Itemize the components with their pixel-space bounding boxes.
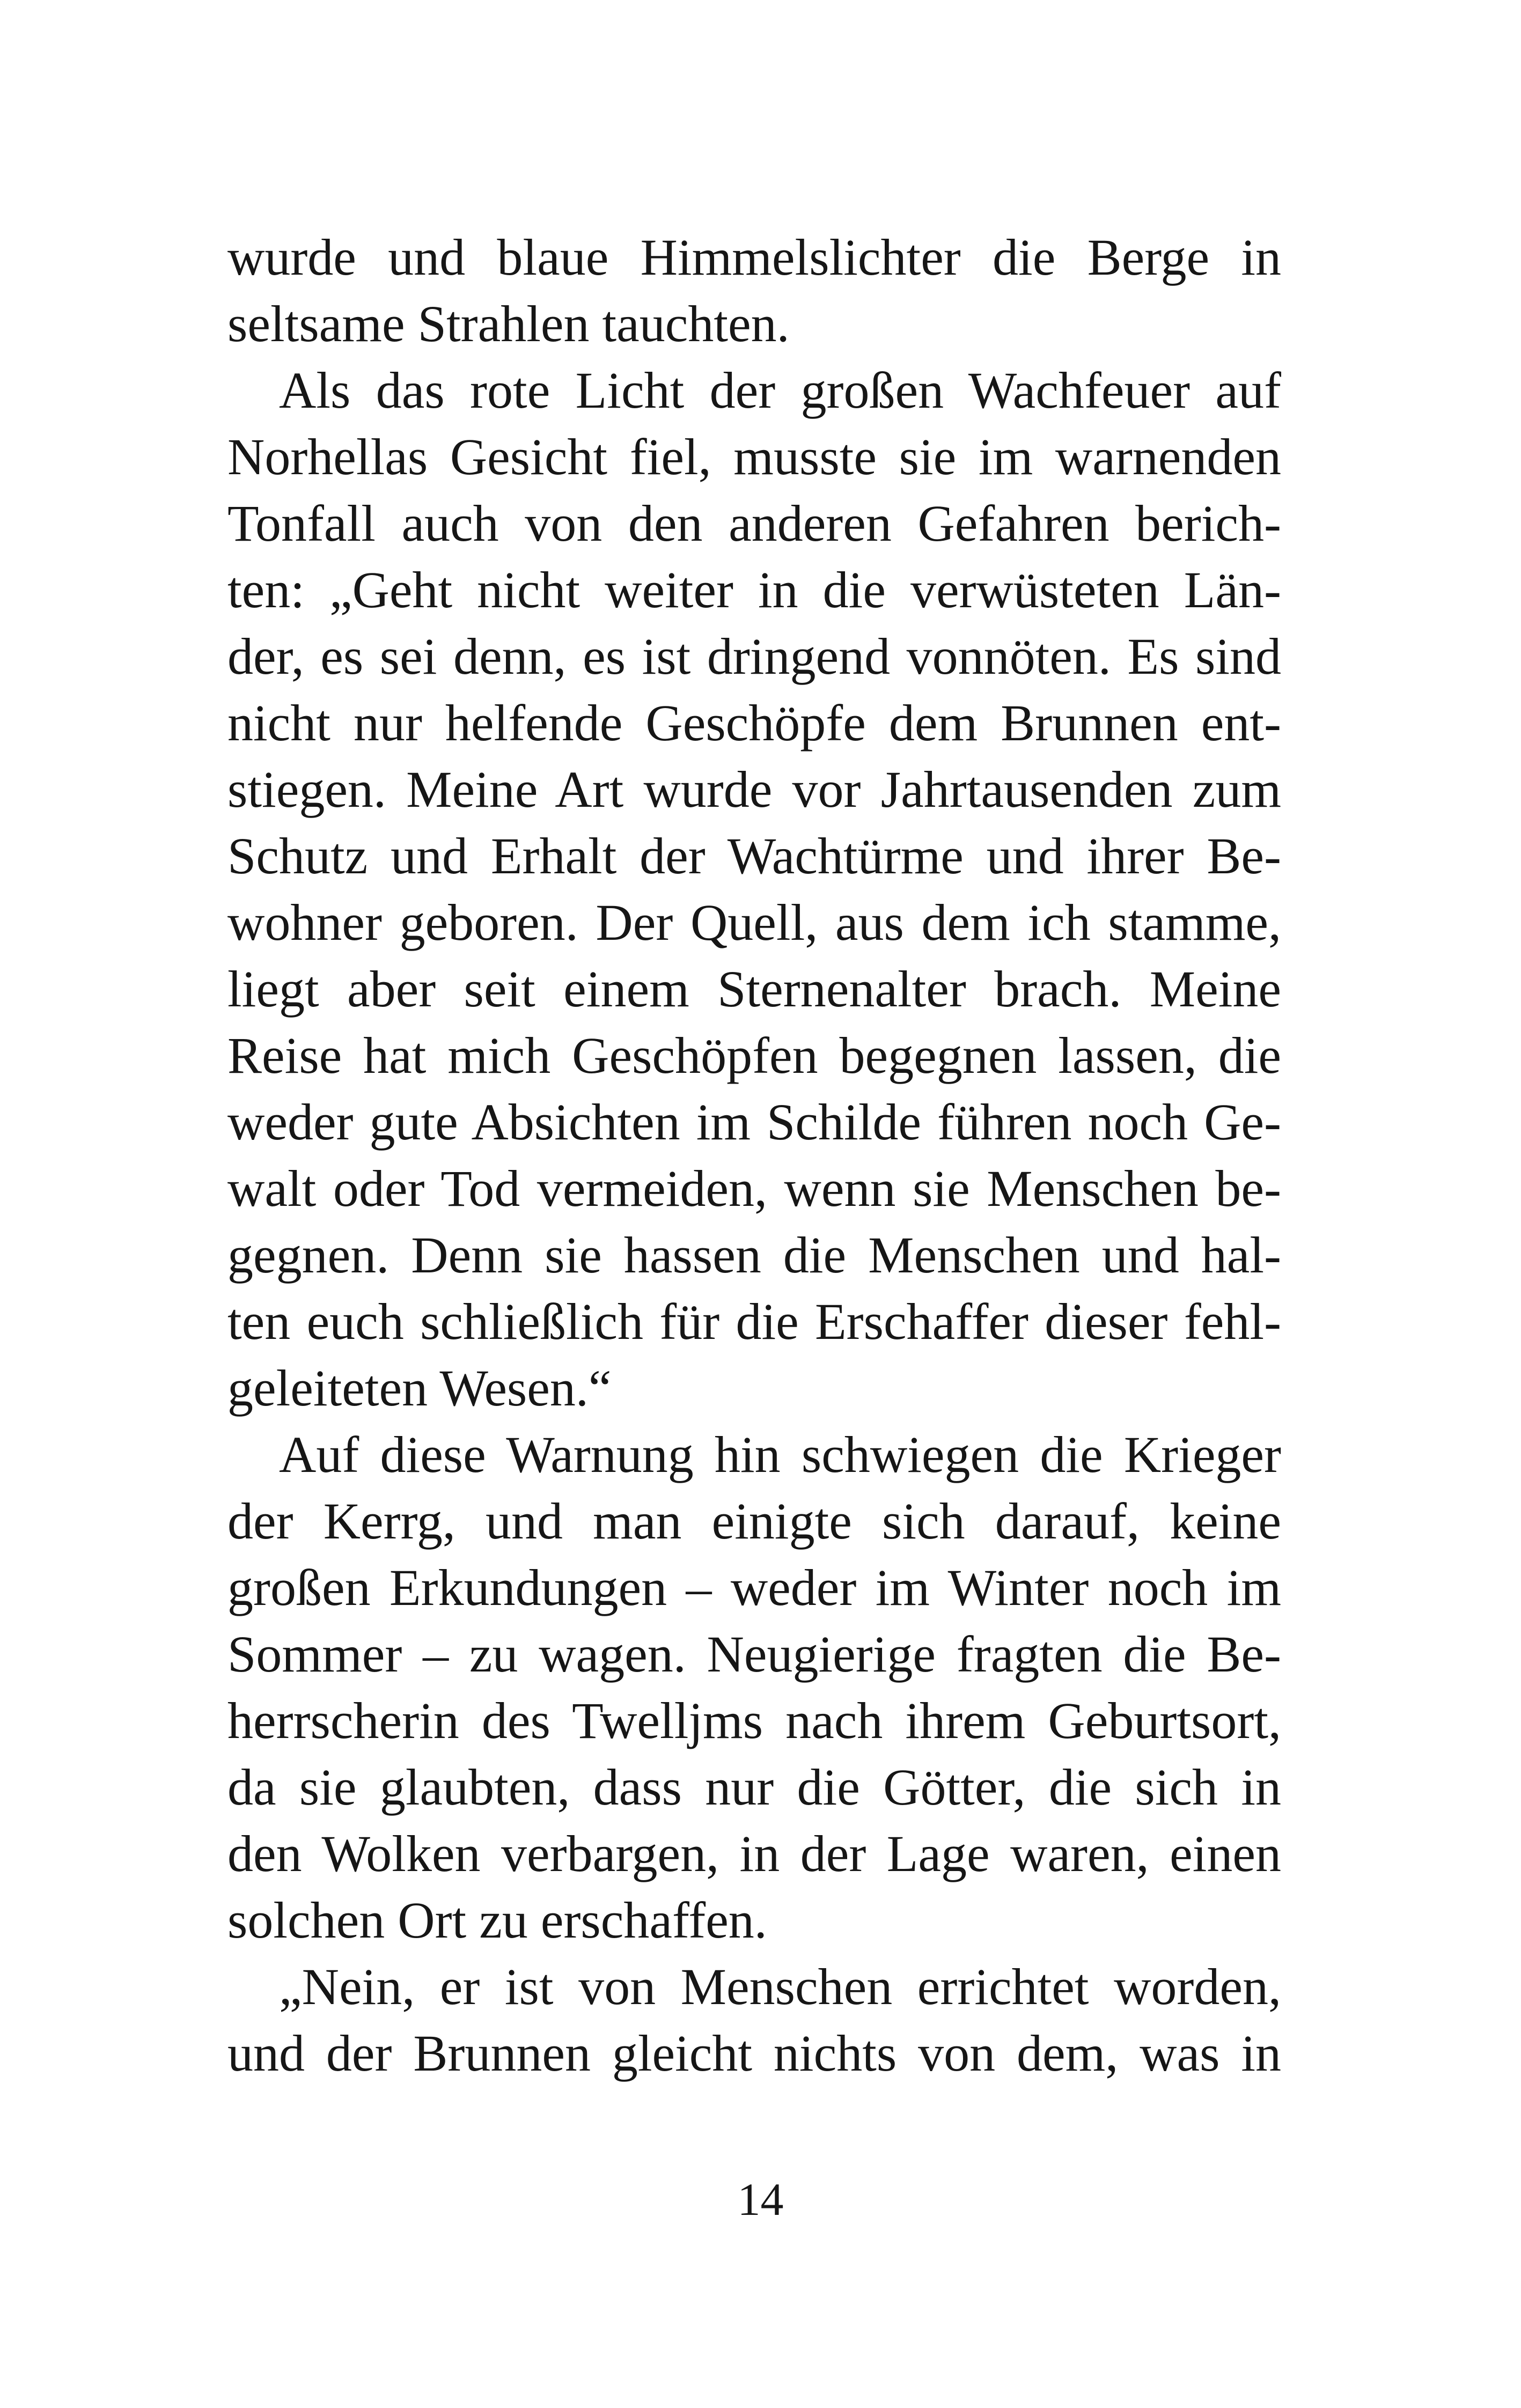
text-line: „Nein, er ist von Menschen errichtet worden, — [279, 1958, 1281, 2015]
text-line: der, es sei denn, es ist dringend vonnöten. Es sind — [227, 628, 1281, 685]
paragraph — [227, 224, 1281, 357]
text-line: ten euch schließlich für die Erschaffer dieser fehl- — [227, 1293, 1281, 1350]
text-line: Sommer – zu wagen. Neugierige fragten die Be- — [227, 1625, 1281, 1683]
text-line: weder gute Absichten im Schilde führen noch Ge- — [227, 1093, 1281, 1151]
text-line: Als das rote Licht der großen Wachfeuer auf — [279, 362, 1281, 419]
page-number: 14 — [737, 2174, 784, 2225]
text-line: seltsame Strahlen tauchten. — [227, 295, 790, 352]
text-line: der Kerrg, und man einigte sich darauf, keine — [227, 1492, 1281, 1550]
text-line: herrscherin des Twelljms nach ihrem Geburtsort, — [227, 1692, 1281, 1749]
text-line: da sie glaubten, dass nur die Götter, die sich in — [227, 1758, 1281, 1816]
text-line: geleiteten Wesen.“ — [227, 1359, 612, 1417]
text-line: Schutz und Erhalt der Wachtürme und ihrer Be- — [227, 827, 1281, 885]
text-line: stiegen. Meine Art wurde vor Jahrtausenden zum — [227, 761, 1281, 818]
text-line: gegnen. Denn sie hassen die Menschen und hal- — [227, 1226, 1281, 1284]
text-line: den Wolken verbargen, in der Lage waren, einen — [227, 1825, 1281, 1882]
text-line: und der Brunnen gleicht nichts von dem, was in — [227, 2024, 1281, 2082]
text-line: Auf diese Warnung hin schwiegen die Krieger — [279, 1426, 1281, 1483]
text-line: Tonfall auch von den anderen Gefahren berich- — [227, 495, 1281, 552]
text-line: solchen Ort zu erschaffen. — [227, 1891, 767, 1949]
text-line: nicht nur helfende Geschöpfe dem Brunnen ent- — [227, 694, 1281, 752]
text-line: großen Erkundungen – weder im Winter noch im — [227, 1559, 1281, 1616]
body-text — [227, 224, 1281, 2087]
paragraph — [227, 357, 1281, 1422]
text-line: Reise hat mich Geschöpfen begegnen lassen, die — [227, 1027, 1281, 1084]
text-line: walt oder Tod vermeiden, wenn sie Menschen be- — [227, 1160, 1281, 1217]
text-line: ten: „Geht nicht weiter in die verwüsteten Län- — [227, 561, 1281, 618]
text-line: Norhellas Gesicht fiel, musste sie im warnenden — [227, 428, 1281, 485]
paragraph — [227, 1422, 1281, 1954]
text-line: wohner geboren. Der Quell, aus dem ich stamme, — [227, 894, 1281, 951]
paragraph — [227, 1954, 1281, 2087]
text-line: wurde und blaue Himmelslichter die Berge in — [227, 229, 1281, 286]
text-line: liegt aber seit einem Sternenalter brach. Meine — [227, 960, 1281, 1018]
